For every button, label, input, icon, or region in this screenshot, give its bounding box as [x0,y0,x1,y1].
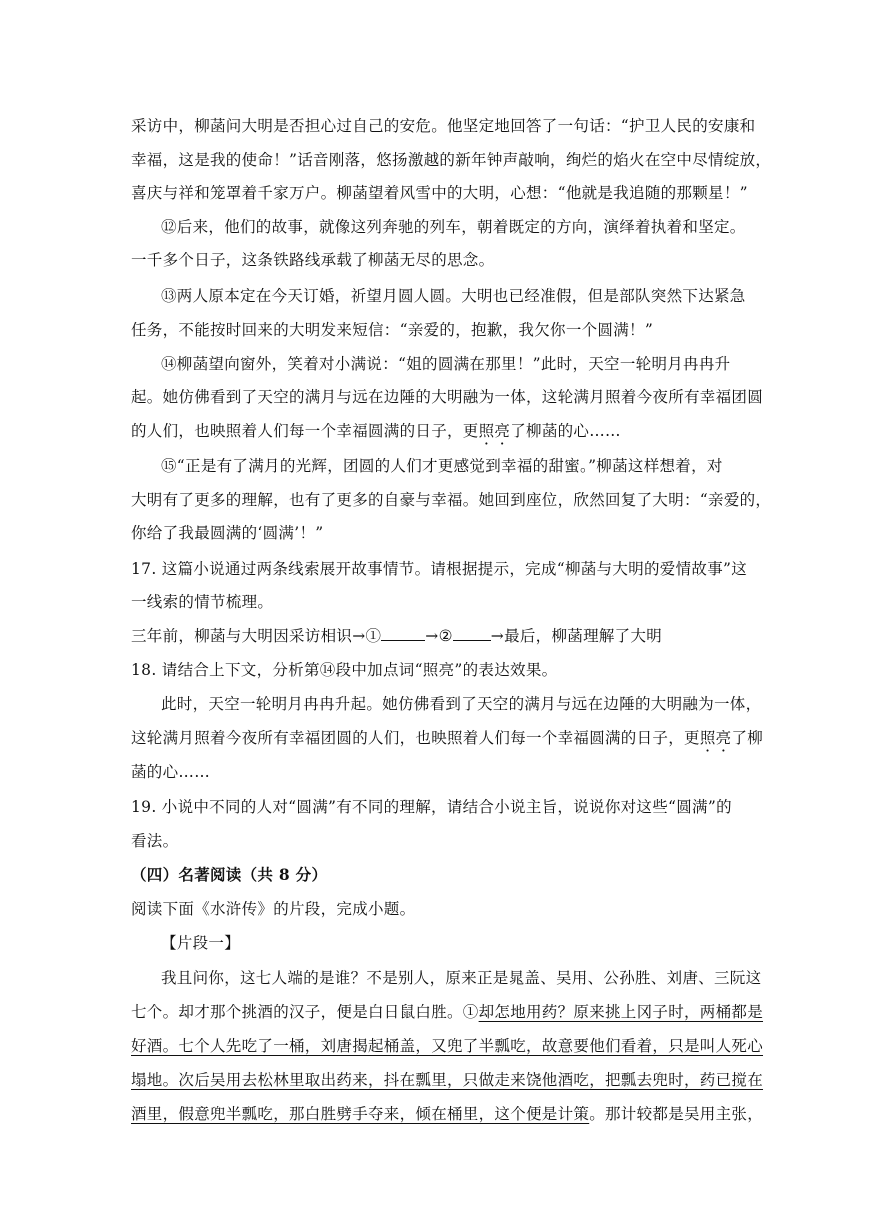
section-intro: 阅读下面《水浒传》的片段，完成小题。 [131,900,416,918]
text-span: 三年前，柳菡与大明因采访相识→① [131,627,382,645]
emphasis-dot-char: 亮 [715,729,732,747]
text-span: 这轮满月照着今夜所有幸福团圆的人们，也映照着人们每一个幸福圆满的日子，更 [131,729,700,747]
fragment-line [131,1102,763,1124]
text-span: 的人们，也映照着人们每一个幸福圆满的日子，更 [131,422,479,440]
plot-chain [131,624,662,646]
passage-line: 任务，不能按时回来的大明发来短信：“亲爱的，抱歉，我欠你一个圆满！” [131,321,654,339]
passage-line: 一千多个日子，这条铁路线承载了柳菡无尽的思念。 [131,251,495,269]
text-span: →最后，柳菡理解了大明 [490,627,663,645]
quoted-excerpt: 此时，天空一轮明月冉冉升起。她仿佛看到了天空的满月与远在边陲的大明融为一体， [161,695,762,713]
fragment-text: 我且问你，这七人端的是谁？不是别人，原来正是晁盖、吴用、公孙胜、刘唐、三阮这 [161,969,762,987]
emphasis-dot-char: 照 [699,729,716,747]
text-span: 了柳 [731,729,764,747]
paragraph-13: ⑬两人原本定在今天订婚，祈望月圆人圆。大明也已经准假，但是部队突然下达紧急 [161,287,746,305]
passage-line: 幸福，这是我的使命！”话音刚落，悠扬激越的新年钟声敲响，绚烂的焰火在空中尽情绽放， [131,151,772,169]
answer-blank-2[interactable] [453,626,491,641]
underlined-text: 好酒。七个人先吃了一桶，刘唐揭起桶盖，又兜了半瓢吃，故意要他们看着，只是叫人死心 [131,1037,764,1055]
fragment-line [131,1000,763,1022]
emphasis-dot-char: 亮 [494,422,511,440]
answer-blank-1[interactable] [381,626,425,641]
text-span: 七个。却才那个挑酒的汉子，便是白日鼠白胜。① [131,1003,479,1021]
passage-line: 喜庆与祥和笼罩着千家万户。柳菡望着风雪中的大明，心想：“他就是我追随的那颗星！” [131,184,748,202]
paragraph-15: ⑮“正是有了满月的光辉，团圆的人们才更感觉到幸福的甜蜜。”柳菡这样想着，对 [161,457,723,475]
fragment-label: 【片段一】 [161,934,241,952]
passage-line: 起。她仿佛看到了天空的满月与远在边陲的大明融为一体，这轮满月照着今夜所有幸福团圆 [131,388,764,406]
paragraph-12: ⑫后来，他们的故事，就像这列奔驰的列车，朝着既定的方向，演绎着执着和坚定。 [161,218,746,236]
text-span: →② [425,627,453,645]
question-line: 看法。 [131,832,179,850]
underlined-text: 却怎地用药？原来挑上冈子时，两桶都是 [478,1003,764,1021]
paragraph-14: ⑭柳菡望向窗外，笑着对小满说：“姐的圆满在那里！”此时，天空一轮明月冉冉升 [161,355,731,373]
quoted-excerpt-line [131,726,763,748]
passage-line: 你给了我最圆满的‘圆满’！” [131,524,324,542]
question-19: 19. 小说中不同的人对“圆满”有不同的理解，请结合小说主旨，说说你对这些“圆满”的 [131,798,732,816]
emphasis-dot-char: 照 [478,422,495,440]
question-18: 18. 请结合上下文，分析第⑭段中加点词“照亮”的表达效果。 [131,661,558,679]
question-17: 17. 这篇小说通过两条线索展开故事情节。请根据提示，完成“柳菡与大明的爱情故事”这 [131,560,748,578]
section-heading: （四）名著阅读（共 8 分） [131,865,328,884]
text-span: 。那计较都是吴用主张， [589,1105,764,1123]
passage-line: 采访中，柳菡问大明是否担心过自己的安危。他坚定地回答了一句话：“护卫人民的安康和 [131,117,756,135]
underlined-text: 酒里，假意兜半瓢吃，那白胜劈手夺来，倾在桶里，这个便是计策 [131,1105,590,1123]
text-span: 了柳菡的心…… [510,422,621,440]
passage-line: 大明有了更多的理解，也有了更多的自豪与幸福。她回到座位，欣然回复了大明：“亲爱的， [131,491,772,509]
underlined-text: 塌地。次后吴用去松林里取出药来，抖在瓢里，只做走来饶他酒吃，把瓢去兜时，药已搅在 [131,1071,764,1089]
question-line: 一线索的情节梳理。 [131,593,274,611]
quoted-excerpt-line: 菡的心…… [131,763,211,781]
passage-line [131,419,621,441]
